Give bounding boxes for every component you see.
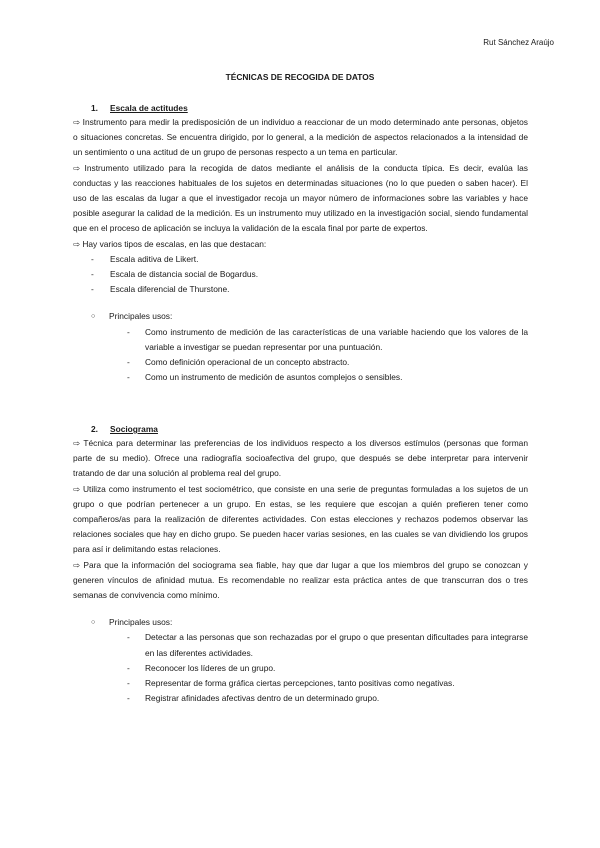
document-title: TÉCNICAS DE RECOGIDA DE DATOS [225,72,375,82]
list-item: - Escala aditiva de Likert. [91,253,199,264]
list-item: - Como instrumento de medición de las características de una variable haciendo que los valores de la variable a investigar se puedan representar por una puntuación. [127,326,528,352]
paragraph: ⇨ Instrumento para medir la predisposición de un individuo a reaccionar de un modo determinado ante personas, objetos o situaciones concretas. Se encuentra dirigido, por lo general, a la medición de aspectos relacionados a la intensidad de un sentimiento o una actitud de un grupo de personas respecto a un tema en particular. [73,117,528,158]
list-item: - Registrar afinidades afectivas dentro de un determinado grupo. [127,693,380,704]
paragraph: ⇨ Hay varios tipos de escalas, en las que destacan: [73,238,267,249]
section-title: Sociograma [110,424,158,434]
list-item: - Como definición operacional de un concepto abstracto. [127,357,350,368]
list-item: - Reconocer los líderes de un grupo. [127,662,276,673]
list-item: - Detectar a las personas que son rechazadas por el grupo o que presentan dificultades para integrarse en las diferentes actividades. [127,632,528,658]
paragraph: ⇨ Instrumento utilizado para la recogida de datos mediante el análisis de la conducta típica. Es decir, evalúa las conductas y las reacciones habituales de los sujetos en determinadas situaciones (no lo que pueden o saben hacer). El uso de las escalas da lugar a que el investigador recoja un mayor número de informaciones sobre las variables y hace posible asegurar la calidad de la medición. Es un instrumento muy utilizado en la investigación social, siendo fundamental que en el proceso de aplicación se incluya la validación de la escala final por parte de expertos. [73,162,528,234]
section-number: 2. [91,424,98,434]
section-sociograma [73,422,528,706]
list-item: - Escala diferencial de Thurstone. [91,284,230,295]
circle-bullet-icon: ○ [91,619,96,627]
section-heading [73,422,528,436]
paragraph: ⇨ Para que la información del sociograma sea fiable, hay que dar lugar a que los miembros del grupo se conozcan y generen vínculos de afinidad mutua. Es recomendable no realizar esta práctica antes de que transcurran dos o tres semanas de convivencia como mínimo. [73,559,528,601]
section-title: Escala de actitudes [110,103,188,113]
uses-heading: ○ Principales usos: [73,615,528,630]
author-name: Rut Sánchez Araújo [483,38,554,47]
list-item: - Como un instrumento de medición de asuntos complejos o sensibles. [127,372,403,383]
circle-bullet-icon: ○ [91,313,96,321]
section-number: 1. [91,103,98,113]
list-item: - Representar de forma gráfica ciertas percepciones, tanto positivas como negativas. [127,678,455,689]
paragraph: ⇨ Técnica para determinar las preferencias de los individuos respecto a los diversos estímulos (personas que forman parte de su medio). Ofrece una radiografía socioafectiva del grupo, que después se debe interpretar para intervenir tratando de dar una solución al problema real del grupo. [73,438,528,479]
section-heading [73,101,528,115]
section-escala-de-actitudes [73,101,528,385]
paragraph: ⇨ Utiliza como instrumento el test sociométrico, que consiste en una serie de preguntas formuladas a los sujetos de un grupo o que podrían pertenecer a un grupo. En estas, se les requiere que escojan a quién prefieren tener como compañeros/as para la realización de diferentes actividades. Con estas elecciones y rechazos podemos observar las relaciones sociales que hay en dicho grupo. Se pueden hacer varias sesiones, en las cuales se van dividiendo los grupos para así ir delimitando estas relaciones. [73,483,528,555]
list-item: - Escala de distancia social de Bogardus. [91,269,259,280]
uses-heading: ○ Principales usos: [73,309,528,324]
